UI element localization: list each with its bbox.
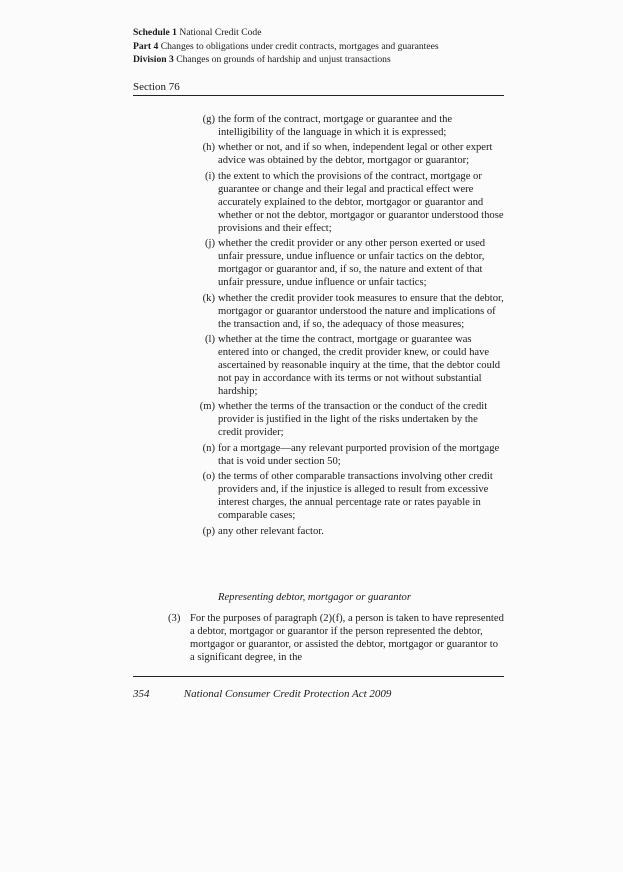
item-text: any other relevant factor. — [218, 525, 324, 537]
running-header — [133, 26, 439, 67]
part-label: Part 4 — [133, 40, 159, 52]
schedule-label: Schedule 1 — [133, 27, 177, 38]
list-item — [186, 113, 504, 139]
list-item — [186, 442, 504, 468]
item-text: for a mortgage—any relevant purported provision of the mortgage that is void under section 50; — [218, 442, 500, 467]
list-item — [186, 333, 504, 398]
list-item — [186, 292, 504, 331]
list-item — [186, 237, 504, 289]
page-number: 354 — [133, 688, 150, 700]
item-label: (i) — [205, 170, 215, 182]
item-label: (n) — [202, 442, 215, 454]
paragraph-text: For the purposes of paragraph (2)(f), a person is taken to have represented a debtor, mortgagor or guarantor if the person represented the debtor, mortgagor or guarantor, or assisted the debtor, mortgagor or guarantor to a significant degree, in the — [190, 613, 504, 663]
item-text: whether the credit provider took measures to ensure that the debtor, mortgagor or guarantor understood the nature and implications of the transaction and, if so, the adequacy of those measures; — [218, 292, 504, 330]
schedule-title: National Credit Code — [179, 27, 262, 38]
item-label: (g) — [202, 114, 215, 125]
division-label: Division 3 — [133, 54, 174, 65]
item-text: the terms of other comparable transactions involving other credit providers and, if the injustice is alleged to result from excessive interest charges, the annual percentage rate or rates payable in comparable cases; — [218, 471, 493, 522]
item-text: the extent to which the provisions of the contract, mortgage or guarantee or change and their legal and practical effect were accurately explained to the debtor, mortgagor or guarantor and whether or not the debtor, mortgagor or guarantor understood those provisions and their effect; — [218, 170, 504, 234]
schedule-heading — [133, 26, 439, 40]
part-title: Changes to obligations under credit contracts, mortgages and guarantees — [160, 40, 439, 52]
item-label: (l) — [205, 333, 215, 345]
item-label: (k) — [202, 292, 215, 304]
item-text: whether at the time the contract, mortgage or guarantee was entered into or changed, the credit provider knew, or could have ascertained by reasonable inquiry at the time, that the debtor could not pay in accordance with its terms or not without substantial hardship; — [218, 333, 501, 397]
list-item — [186, 400, 504, 439]
act-title: National Consumer Credit Protection Act 2009 — [183, 688, 392, 700]
list-item — [186, 170, 504, 235]
item-text: whether the terms of the transaction or the conduct of the credit provider is justified in the light of the risks undertaken by the credit provider; — [218, 401, 488, 439]
list-item — [186, 525, 504, 538]
item-label: (o) — [202, 471, 215, 483]
paragraph-list — [186, 113, 504, 540]
subsection-paragraph — [168, 612, 504, 664]
item-text: the form of the contract, mortgage or guarantee and the intelligibility of the language in which it is expressed; — [218, 114, 453, 138]
list-item — [186, 470, 504, 522]
item-label: (h) — [202, 142, 215, 154]
running-footer — [133, 688, 391, 700]
division-title: Changes on grounds of hardship and unjust transactions — [176, 54, 391, 65]
list-item — [186, 141, 504, 167]
subsection-heading: Representing debtor, mortgagor or guarantor — [218, 592, 411, 603]
paragraph-label: (3) — [168, 613, 181, 624]
item-text: whether the credit provider or any other person exerted or used unfair pressure, undue influence or unfair tactics on the debtor, mortgagor or guarantor and, if so, the nature and extent of that unfair pressure, undue influence or unfair tactics; — [218, 238, 486, 289]
part-heading — [133, 40, 439, 54]
item-label: (m) — [199, 401, 215, 413]
item-label: (j) — [205, 238, 215, 250]
section-heading: Section 76 — [133, 81, 504, 96]
division-heading — [133, 53, 439, 67]
footer-rule — [133, 676, 504, 677]
item-text: whether or not, and if so when, independent legal or other expert advice was obtained by the debtor, mortgagor or guarantor; — [218, 142, 493, 167]
item-label: (p) — [202, 525, 215, 537]
